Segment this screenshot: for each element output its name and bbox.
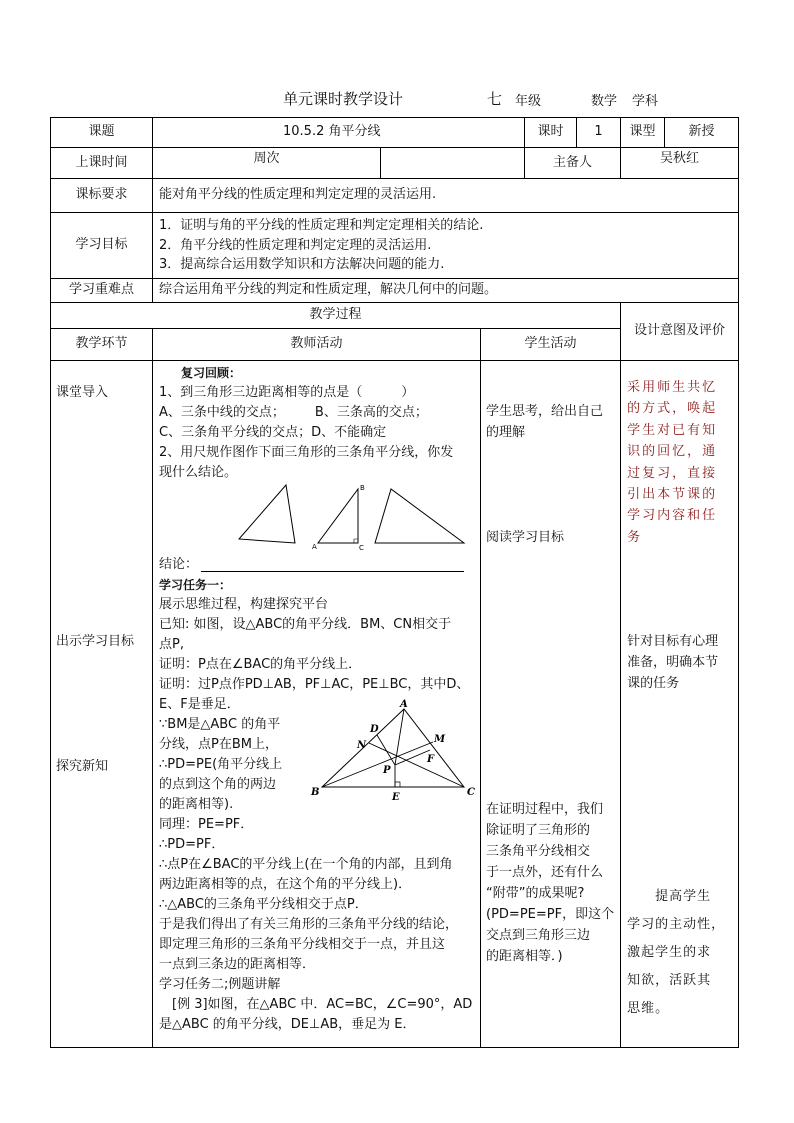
design-text: 激起学生的求: [627, 944, 712, 960]
row-process-body: [51, 360, 739, 1047]
teacher-column: [153, 360, 481, 1047]
design-text: 学生对已有知: [627, 422, 718, 438]
task2-title: 学习任务二;例题讲解: [159, 976, 281, 992]
design-explore-note: [627, 883, 725, 1023]
proof-step: 同理：PE=PF．: [159, 816, 254, 832]
design-column: [621, 360, 739, 1047]
week-value: [381, 148, 525, 179]
example-line1: [例 3]如图，在△ABC 中．AC=BC，∠C=90°，AD: [159, 996, 473, 1012]
task1-title: 学习任务一：: [159, 577, 232, 592]
goal-item: 1．证明与角的平分线的性质定理和判定定理相关的结论.: [159, 218, 484, 234]
standard-text: 能对角平分线的性质定理和判定定理的灵活运用.: [153, 179, 739, 213]
geo-label-m: M: [434, 733, 446, 745]
q1-options-cd: C、三条角平分线的交点；D、不能确定: [159, 424, 387, 440]
proof-step: 的点到这个角的两边: [159, 776, 277, 792]
conclusion-label: 结论：: [159, 556, 199, 572]
geo-label-e: E: [392, 791, 400, 803]
fig-label-c: C: [359, 543, 364, 552]
stage-column: [51, 360, 153, 1047]
design-text: 务: [627, 529, 643, 545]
student-text: 除证明了三角形的: [486, 822, 591, 838]
proof-line1: 证明：过P点作PD⊥AB，PF⊥AC，PE⊥BC，其中D、: [159, 676, 470, 692]
segment-pd: [377, 735, 395, 765]
geo-label-f: F: [427, 753, 435, 765]
question-2-line2: 现什么结论。: [159, 464, 238, 480]
fig-label-b: B: [360, 483, 365, 492]
stage-header: 教学环节: [51, 328, 153, 360]
type-value: 新授: [665, 118, 739, 148]
proof-step: ∵BM是△ABC 的角平: [159, 716, 281, 732]
design-text: 针对目标有心理: [627, 633, 719, 649]
hours-label: 课时: [525, 118, 577, 148]
geometry-figure: [309, 699, 479, 814]
subject-label: 学科: [632, 94, 659, 109]
prove-statement: 证明：P点在∠BAC的角平分线上．: [159, 656, 362, 672]
design-text: 课的任务: [627, 675, 680, 691]
student-text: (PD=PE=PF，即这个: [486, 906, 615, 922]
given-line2: 点P,: [159, 636, 184, 652]
design-text: 提高学生: [627, 888, 712, 904]
student-text: 三条角平分线相交: [486, 843, 591, 859]
question-2-line1: 2、用尺规作图作下面三角形的三条角平分线，你发: [159, 444, 454, 460]
q1-options-ab: [159, 403, 474, 423]
segment-ap: [395, 709, 404, 765]
row-goals: [51, 213, 739, 279]
right-angle-mark: [354, 539, 358, 543]
row-time: [51, 148, 739, 179]
page-header: [0, 88, 794, 110]
student-text: 的理解: [486, 424, 526, 440]
grade-number: 七: [487, 90, 503, 108]
triangle-right: [318, 489, 358, 543]
stage-goals: 出示学习目标: [56, 633, 135, 649]
row-topic: [51, 118, 739, 148]
stage-intro: 课堂导入: [56, 384, 109, 400]
student-text: 学生思考，给出自己: [486, 403, 604, 419]
triangle-3: [375, 489, 464, 543]
student-column: [481, 360, 621, 1047]
geo-label-n: N: [357, 739, 367, 751]
student-text: 的距离相等．): [486, 948, 563, 964]
student-read-goals: 阅读学习目标: [486, 529, 565, 545]
proof-step: 于是我们得出了有关三角形的三条角平分线的结论，: [159, 916, 459, 932]
proof-step: ∴PD=PF．: [159, 836, 225, 852]
geo-label-p: P: [383, 764, 391, 776]
design-text: 引出本节课的: [627, 487, 718, 503]
topic-label: 课题: [51, 118, 153, 148]
design-text: 知欲，活跃其: [627, 972, 712, 988]
lesson-plan-table: [50, 117, 739, 1048]
task1-sub: 展示思维过程，构建探究平台: [159, 596, 329, 612]
topic-value: 10.5.2 角平分线: [153, 118, 525, 148]
conclusion-line: [159, 555, 474, 575]
subject-value: 数学: [591, 94, 618, 109]
design-text: 准备，明确本节: [627, 654, 719, 670]
keypoints-text: 综合运用角平分线的判定和性质定理，解决几何中的问题。: [153, 279, 739, 303]
proof-step: ∴点P在∠BAC的平分线上(在一个角的内部，且到角: [159, 856, 453, 872]
doc-title: 单元课时教学设计: [283, 90, 404, 108]
triangle-1: [239, 485, 295, 543]
triangle-figures: [159, 483, 469, 561]
row-process-title: [51, 302, 739, 328]
preparer-label: 主备人: [525, 148, 621, 179]
time-label: 上课时间: [51, 148, 153, 179]
geo-label-b: B: [311, 786, 320, 798]
goal-item: 2．角平分线的性质定理和判定定理的灵活运用.: [159, 237, 432, 253]
proof-step: ∴PD=PE(角平分线上: [159, 756, 283, 772]
standard-label: 课标要求: [51, 179, 153, 213]
proof-step: 即定理三角形的三条角平分线相交于一点，并且这: [159, 936, 446, 952]
stage-explore: 探究新知: [56, 758, 109, 774]
fig-label-a: A: [312, 542, 317, 551]
student-text: 交点到三角形三边: [486, 927, 591, 943]
student-text: 在证明过程中，我们: [486, 801, 604, 817]
goals-label: 学习目标: [51, 213, 153, 279]
given-line1: 已知: 如图，设△ABC的角平分线．BM、CN相交于: [159, 616, 452, 632]
proof-step: 一点到三条边的距离相等．: [159, 956, 316, 972]
teacher-header: 教师活动: [153, 328, 481, 360]
week-label: 周次: [153, 148, 381, 179]
keypoints-label: 学习重难点: [51, 279, 153, 303]
triangle-abc: [322, 709, 464, 787]
design-text: 的方式，唤起: [627, 401, 718, 417]
grade-label: 年级: [515, 94, 542, 109]
design-text: 思维。: [627, 1000, 670, 1016]
q1-option-b: B、三条高的交点；: [314, 404, 428, 420]
student-reflect: [486, 799, 614, 967]
design-header: 设计意图及评价: [621, 302, 739, 360]
design-text: 识的回忆，通: [627, 444, 718, 460]
design-text: 学习的主动性，: [627, 916, 726, 932]
student-text: 于一点外，还有什么: [486, 864, 604, 880]
conclusion-blank: [201, 571, 464, 572]
design-goals-note: [627, 631, 718, 694]
design-text: 学习内容和任: [627, 508, 718, 524]
type-label: 课型: [621, 118, 665, 148]
hours-value: 1: [577, 118, 621, 148]
goal-item: 3．提高综合运用数学知识和方法解决问题的能力.: [159, 257, 445, 273]
student-text: “附带”的成果呢?: [486, 885, 585, 901]
student-think: [486, 401, 603, 443]
q1-option-a: A、三条中线的交点；: [159, 404, 285, 420]
geo-label-d: D: [370, 723, 379, 735]
question-1: 1、到三角形三边距离相等的点是（ ）: [159, 384, 415, 400]
proof-line2: E、F是垂足．: [159, 696, 240, 712]
row-keypoints: [51, 279, 739, 303]
right-angle-e: [395, 782, 400, 787]
design-text: 采用师生共忆: [627, 379, 718, 395]
geo-label-c: C: [467, 786, 475, 798]
proof-step: 的距离相等).: [159, 796, 234, 812]
proof-step: 两边距离相等的点，在这个角的平分线上)．: [159, 876, 412, 892]
proof-step: 分线，点P在BM上，: [159, 736, 278, 752]
design-intro-note: [627, 377, 717, 549]
example-line2: 是△ABC 的角平分线，DE⊥AB，垂足为 E．: [159, 1016, 416, 1032]
student-header: 学生活动: [481, 328, 621, 360]
proof-step: ∴△ABC的三条角平分线相交于点P．: [159, 896, 368, 912]
goals-list: [153, 213, 739, 279]
geo-label-a: A: [400, 698, 408, 710]
row-standard: [51, 179, 739, 213]
preparer-value: 吴秋红: [621, 148, 739, 179]
review-title: 复习回顾：: [181, 365, 242, 380]
design-text: 过复习，直接: [627, 465, 718, 481]
process-title: 教学过程: [51, 302, 621, 328]
